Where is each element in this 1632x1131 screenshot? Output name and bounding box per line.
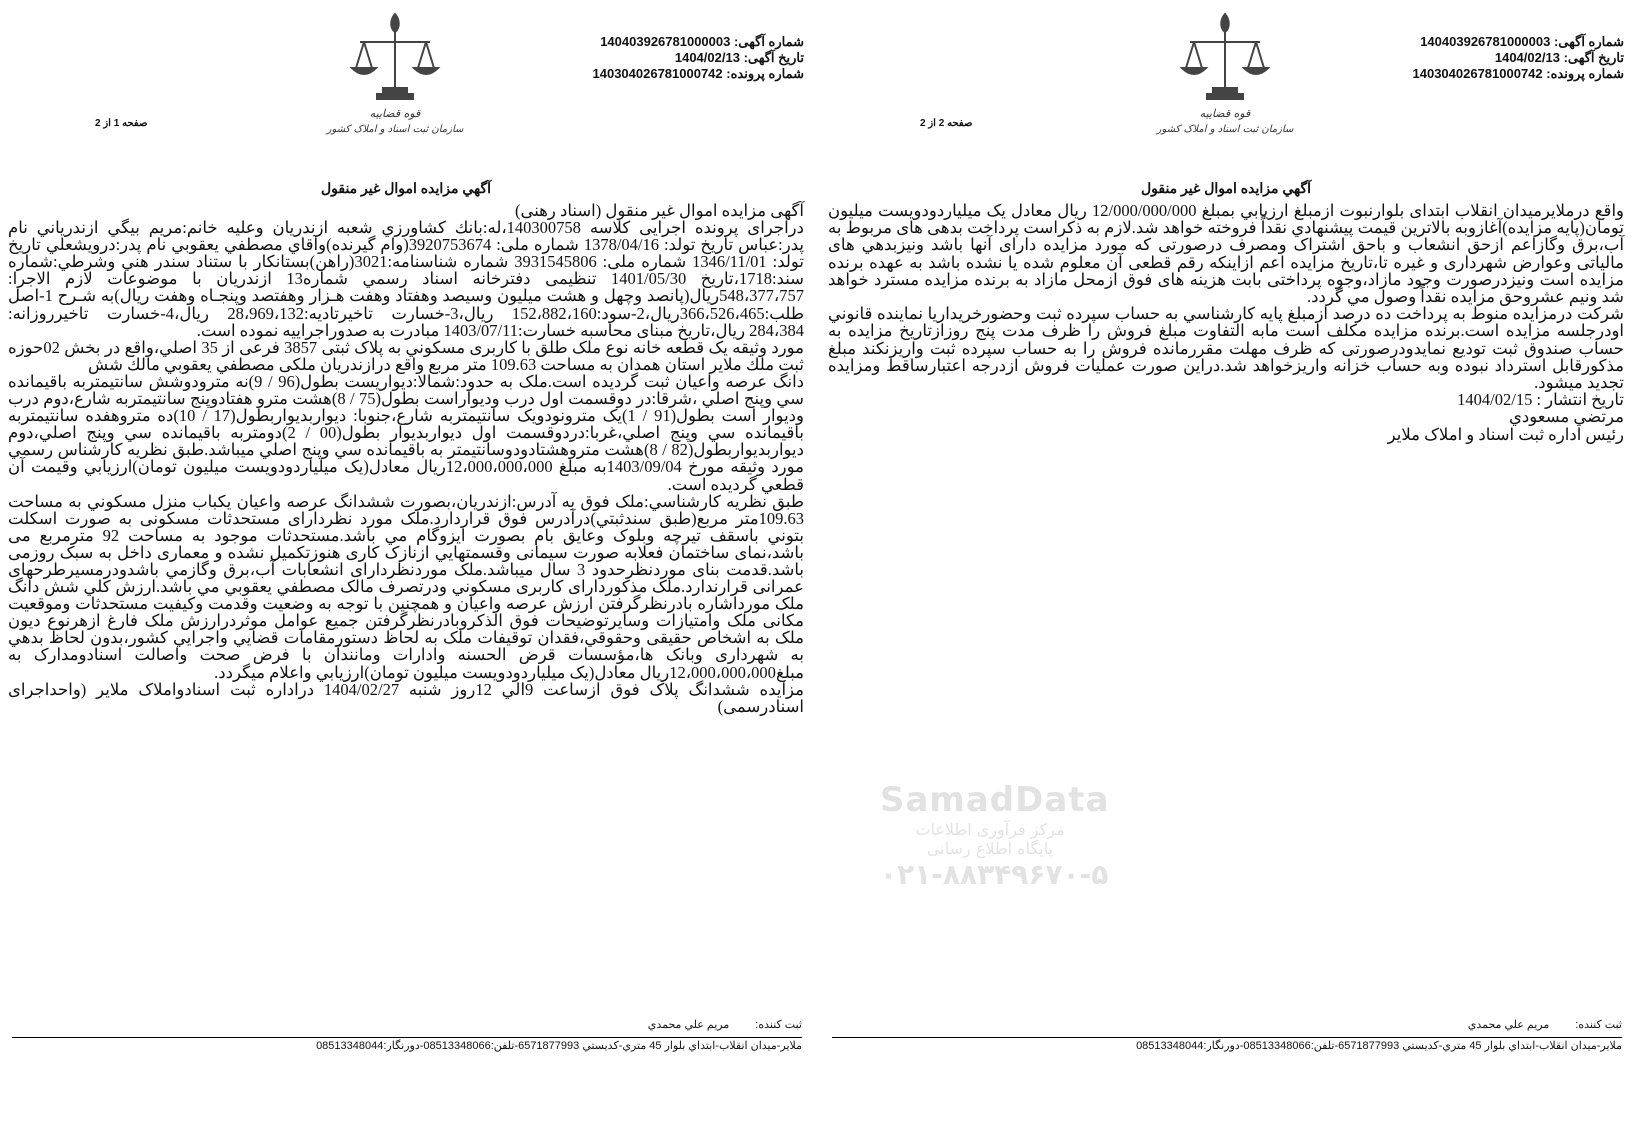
ad-date-label: تاریخ آگهی: bbox=[1563, 50, 1624, 65]
watermark-line: پایگاه اطلاع رسانی bbox=[926, 839, 1054, 858]
document-title: آگهي مزايده اموال غير منقول bbox=[320, 180, 492, 196]
ad-date: 1404/02/13 bbox=[674, 50, 740, 65]
ad-date-label: تاریخ آگهی: bbox=[743, 50, 804, 65]
auction-notice-body bbox=[8, 202, 804, 715]
notice-paragraph: طبق نظريه كارشناسي:ملک فوق به آدرس:ازندريان،بصورت ششدانگ عرصه واعيان يكباب منزل مسكوني به مساحت 109.63متر مربع(طبق سندثبتي)درآدرس فوق قراردارد.ملک مورد نظردارای مستحدثات مسکونی به صورت اسكلت بتوني باسقف تيرچه وبلوک وعايق بام بصورت ايزوگام مي باشد.مستحدثات موجود به مساحت 92 مترمربع می باشد،نمای ساختمان فعلابه صورت سيمانی وقسمتهايي ازنازک کاری هنوزتکميل نشده و معماری داخل به سبک روزمی باشد.قدمت بنای موردنظرحدود 3 سال ميباشد.ملک موردنظردارای انشعابات آب،برق وگازمي باشدودرمسيرطرحهای عمرانی قرارندارد.ملک مذكوردارای كاربری مسكوني ودرتصرف مالک مصطفي يعقوبي مي باشد.ارزش كلي شش دانگ ملک مورداشاره بادرنظرگرفتن ارزش عرصه واعيان و همچنين با توجه به وضعيت وقدمت وكيفيت مستحدثات وموقعيت مكانی ملک وامتيازات وسايرتوضيحات فوق الذكروبادرنظرگرفتن جميع عوامل موثردرارزش ملک فارغ ازهرنوع ديون ملک به اشخاص حقيقی وحقوقي،فقدان توقيفات ملک به لحاظ دستورمقامات قضايي واجرايي كشور،بدون لحاظ بدهي به شهرداری وبانک ها،مؤسسات قرض الحسنه وادارات ومانندآن با فرض صحت واصالت اسنادومدارک به مبلغ12،000،000،000ريال معادل(یک ميلياردودويست ميليون تومان)ارزيابي واعلام ميگردد. bbox=[8, 491, 804, 682]
file-number-label: شماره پرونده: bbox=[1546, 66, 1624, 81]
registrar-label: ثبت کننده: bbox=[755, 1019, 802, 1031]
auction-notice-body bbox=[828, 202, 1624, 443]
ad-date-row bbox=[1413, 50, 1625, 66]
publish-date-line bbox=[828, 391, 1624, 408]
office-address: ملاير-ميدان انقلاب-ابتداي بلوار 45 متري-كديستي 6571877993-تلفن:08513348066-دورنگار:08513348044 bbox=[316, 1040, 802, 1052]
notice-paragraph: شرکت درمزايده منوط به پرداخت ده درصد ازمبلغ پايه كارشناسي به حساب سپرده ثبت وحضورخريداريا نماينده قانوني اودرجلسه مزايده است.برنده مزايده مكلف است مابه التفاوت مبلغ فروش را ظرف مدت پنج روزازتاريخ مزايده به حساب صندوق ثبت توديع نمايدودرصورتی كه ظرف مهلت مقررمانده فروش را به حساب سپرده ثبت واريزنكند مبلغ مذكورقابل استرداد نبوده وبه حساب خزانه واريزخواهد شد.دراین صورت عمليات فروش ازدرجه اعتبارساقط ومزايده تجديد ميشود. bbox=[828, 304, 1624, 393]
page-footer bbox=[832, 1018, 1622, 1052]
ad-header bbox=[593, 34, 805, 82]
ad-number-label: شماره آگهی: bbox=[1553, 34, 1624, 49]
notice-subtitle: آگهی مزایده اموال غیر منقول (اسناد رهنی) bbox=[514, 201, 804, 220]
ad-number: 140403926781000003 bbox=[1420, 34, 1551, 49]
ad-date: 1404/02/13 bbox=[1494, 50, 1560, 65]
file-number: 140304026781000742 bbox=[1412, 66, 1543, 81]
ad-date-row bbox=[593, 50, 805, 66]
page-2 bbox=[820, 0, 1632, 1131]
judiciary-caption: قوه قضاییه bbox=[369, 107, 421, 120]
notice-paragraph: دراجرای پرونده اجرایی کلاسه 140300758،له:بانك كشاورزي شعبه ازندريان وعليه خانم:مريم بيگي ازندرياني نام پدر:عباس تاريخ تولد: 1378/04/16 شماره ملی: 3920753674(وام گيرنده)وآقاي مصطفي يعقوبي نام پدر:درويشعلي تاريخ تولد: 1346/11/01 شماره ملی: 3931545806 شماره شناسنامه:3021(راهن)بستانكار با ستناد سندر هني وشرطي:شماره سند:1718،تاريخ 1401/05/30 تنظيمی دفترخانه اسناد رسمي شماره13 ازندريان با موضوعات لازم الاجرا: 548،377،757ريال(پانصد وچهل و هشت ميليون وسيصد وهفتاد وهفت هـزار وهفتصد وپنجـاه وهفت ريال)به شـرح 1-اصل طلب:366،526،465ريال،2-سود:152،882،160 ريال،3-خسارت تاخيرتاديه:28،969،132 ريال،4-خسارت تاخيرروزانه: 284،384 ريال،تاريخ مبنای محاسبه خسارت:1403/07/11 مبادرت به صدوراجراييه نموده است. bbox=[8, 218, 805, 340]
registry-org-caption: سازمان ثبت اسناد و املاک کشور bbox=[1156, 124, 1294, 135]
notice-paragraph: دانگ عرصه واعيان ثبت گرديده است.ملک به حدود:شمالا:ديواريست بطول(96 / 9)نه مترودوشش سانتيمتربه باقيمانده سي وپنج اصلي ،شرقا:در دوقسمت اول درب وديواراست بطول(75 / 8)هشت مترو هفتادوپنج سانتيمتربه شارع،دوم درب وديوار است بطول(91 / 1)يک مترونودويک سانتيمتربه شارع،جنوبا: ديواربديواربطول(17 / 10)ده متروهفده سانتيمتربه باقيمانده سي وپنج اصلي،غربا:دردوقسمت اول ديواربديوار بطول(00 / 2)دومتربه باقيمانده سي وپنج اصلي،دوم ديواربديواربطول(82 / 8)هشت متروهشتادودوسانتيمتر به باقيمانده سي وپنج اصلي ميباشد.طبق نظريه كارشناس رسمي مورد وثيقه مورخ 1403/09/04به مبلغ 12،000،000،000ريال معادل(يک ميلياردودويست ميليون تومان)ارزيابي وقيمت آن قطعي گرديده است. bbox=[8, 371, 805, 494]
footer-divider bbox=[12, 1037, 802, 1038]
publish-date-label: تاريخ انتشار : bbox=[1536, 390, 1624, 410]
office-address: ملاير-ميدان انقلاب-ابتداي بلوار 45 متري-كديستي 6571877993-تلفن:08513348066-دورنگار:08513348044 bbox=[1136, 1040, 1622, 1052]
registrar-name: مريم علي محمدي bbox=[1467, 1019, 1550, 1031]
ad-number-row bbox=[593, 34, 805, 50]
scales-of-justice-icon bbox=[340, 6, 450, 106]
footer-divider bbox=[832, 1037, 1622, 1038]
document-title: آگهي مزايده اموال غير منقول bbox=[1140, 180, 1312, 196]
page-number: صفحه 1 از 2 bbox=[95, 118, 148, 129]
watermark-line: مرکز فرآوری اطلاعات bbox=[915, 820, 1065, 839]
ad-header bbox=[1413, 34, 1625, 82]
watermark-phone: ۰۲۱-۸۸۳۴۹۶۷۰-۵ bbox=[880, 858, 1109, 891]
file-number-row bbox=[1413, 66, 1625, 82]
scales-of-justice-icon bbox=[1170, 6, 1280, 106]
ad-number-row bbox=[1413, 34, 1625, 50]
registrar-name: مريم علي محمدي bbox=[647, 1019, 730, 1031]
page-1 bbox=[0, 0, 812, 1131]
judiciary-emblem bbox=[326, 6, 464, 136]
page-footer bbox=[12, 1018, 802, 1052]
registrar-label: ثبت کننده: bbox=[1575, 1019, 1622, 1031]
notice-paragraph: واقع درملايرميدان انقلاب ابتدای بلوارنبوت ازمبلغ ارزيابي بمبلغ 12/000/000/000 ريال معادل يک ميلياردودويست ميليون تومان(پايه مزايده)آغازوبه بالاترين قيمت پيشنهادي نقداً فروخته خواهد شد.لازم به ذكراست پرداخت بدهی های مربوط به آب،برق وگازاعم ازحق انشعاب و باحق اشتراک ومصرف درصورتی که مورد مزایده دارای آنها باشد ونيزبدهي های مالياتی وعوارض شهرداری و غیره تا،تاريخ مزايده اعم ازاينكه رقم قطعی آن معلوم شده يا نشده باشد به عهده برنده مزايده است ونيزدرصورت وجود مازاد،وجوه پرداختی بابت هزینه های فوق ازمحل مازاد به برنده مزايده مسترد خواهد شد ونيم عشروحق مزايده نقداً وصول مي گردد. bbox=[828, 201, 1625, 307]
registry-org-caption: سازمان ثبت اسناد و املاک کشور bbox=[326, 124, 464, 135]
page-number: صفحه 2 از 2 bbox=[920, 118, 973, 129]
signer-title: رئيس اداره ثبت اسناد و املاک ملاير bbox=[1387, 424, 1624, 444]
file-number-label: شماره پرونده: bbox=[726, 66, 804, 81]
file-number-row bbox=[593, 66, 805, 82]
ad-number-label: شماره آگهی: bbox=[733, 34, 804, 49]
judiciary-emblem bbox=[1156, 6, 1294, 136]
watermark-brand: SamadData bbox=[880, 780, 1110, 820]
ad-number: 140403926781000003 bbox=[600, 34, 731, 49]
judiciary-caption: قوه قضاییه bbox=[1199, 107, 1251, 120]
notice-paragraph: مورد وثيقه يک قطعه خانه نوع ملک طلق با کاربری مسکوني به پلاک ثبتی 3857 فرعی از 35 اصلي،واقع در بخش 02حوزه ثبت ملك ملاير استان همدان به مساحت 109.63 متر مربع واقع درازندريان ملكی مصطفي يعقوبي مالك شش bbox=[8, 337, 804, 374]
signer-name: مرتضي مسعودي bbox=[1508, 407, 1624, 427]
publish-date: 1404/02/15 bbox=[1457, 390, 1533, 410]
notice-paragraph: مزايده ششدانگ پلاک فوق ازساعت 9الي 12روز شنبه 1404/02/27 دراداره ثبت اسنادواملاک ملاير (واحداجرای اسنادرسمی) bbox=[8, 679, 804, 716]
file-number: 140304026781000742 bbox=[592, 66, 723, 81]
